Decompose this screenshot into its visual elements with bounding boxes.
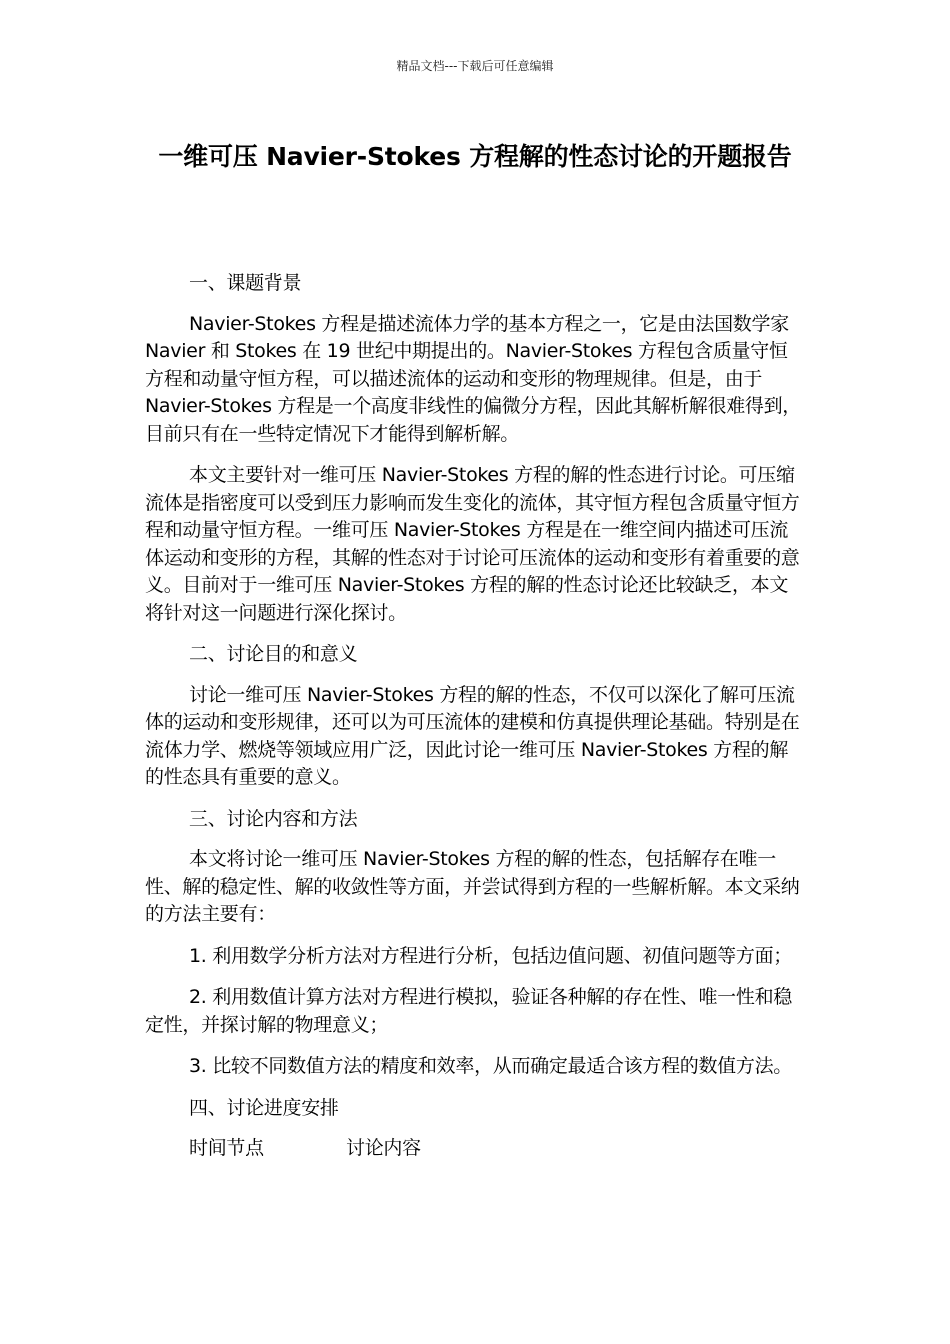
document-body: [145, 270, 805, 1163]
list-item-method-2: 2. 利用数值计算方法对方程进行模拟，验证各种解的存在性、唯一性和稳定性，并探讨解的物理意义；: [145, 986, 792, 1036]
page-header-watermark: 精品文档---下载后可任意编辑: [396, 59, 554, 73]
table-header-content: 讨论内容: [346, 1137, 421, 1159]
schedule-table-header: [145, 1135, 805, 1163]
list-item-method-1: 1. 利用数学分析方法对方程进行分析，包括边值问题、初值问题等方面；: [189, 944, 792, 967]
paragraph-methods: 本文将讨论一维可压 Navier-Stokes 方程的解的性态，包括解存在唯一性、解的稳定性、解的收敛性等方面，并尝试得到方程的一些解析解。本文采纳的方法主要有：: [145, 848, 800, 925]
table-header-time: 时间节点: [189, 1137, 264, 1159]
document-title: 一维可压 Navier-Stokes 方程解的性态讨论的开题报告: [158, 142, 792, 171]
section-heading-background: 一、课题背景: [189, 272, 302, 294]
section-heading-purpose: 二、讨论目的和意义: [189, 643, 358, 665]
paragraph-background-1: Navier-Stokes 方程是描述流体力学的基本方程之一，它是由法国数学家 Navier 和 Stokes 在 19 世纪中期提出的。Navier-Stokes 方程包含质量守恒方程和动量守恒方程，可以描述流体的运动和变形的物理规律。但是，由于 Navier-Stokes 方程是一个高度非线性的偏微分方程，因此其解析解很难得到，目前只有在一些特定情况下才能得到解析解。: [145, 312, 802, 445]
list-item-method-3: 3. 比较不同数值方法的精度和效率，从而确定最适合该方程的数值方法。: [189, 1055, 792, 1077]
paragraph-background-2: 本文主要针对一维可压 Navier-Stokes 方程的解的性态进行讨论。可压缩流体是指密度可以受到压力影响而发生变化的流体，其守恒方程包含质量守恒方程和动量守恒方程。一维可压 Navier-Stokes 方程是在一维空间内描述可压流体运动和变形的方程，其解的性态对于讨论可压流体的运动和变形有着重要的意义。目前对于一维可压 Navier-Stokes 方程的解的性态讨论还比较缺乏，本文将针对这一问题进行深化探讨。: [145, 464, 800, 624]
section-heading-methods: 三、讨论内容和方法: [189, 807, 358, 830]
section-heading-schedule: 四、讨论进度安排: [189, 1096, 339, 1119]
paragraph-purpose: 讨论一维可压 Navier-Stokes 方程的解的性态，不仅可以深化了解可压流体的运动和变形规律，还可以为可压流体的建模和仿真提供理论基础。特别是在流体力学、燃烧等领域应用广泛，因此讨论一维可压 Navier-Stokes 方程的解的性态具有重要的意义。: [145, 683, 800, 788]
